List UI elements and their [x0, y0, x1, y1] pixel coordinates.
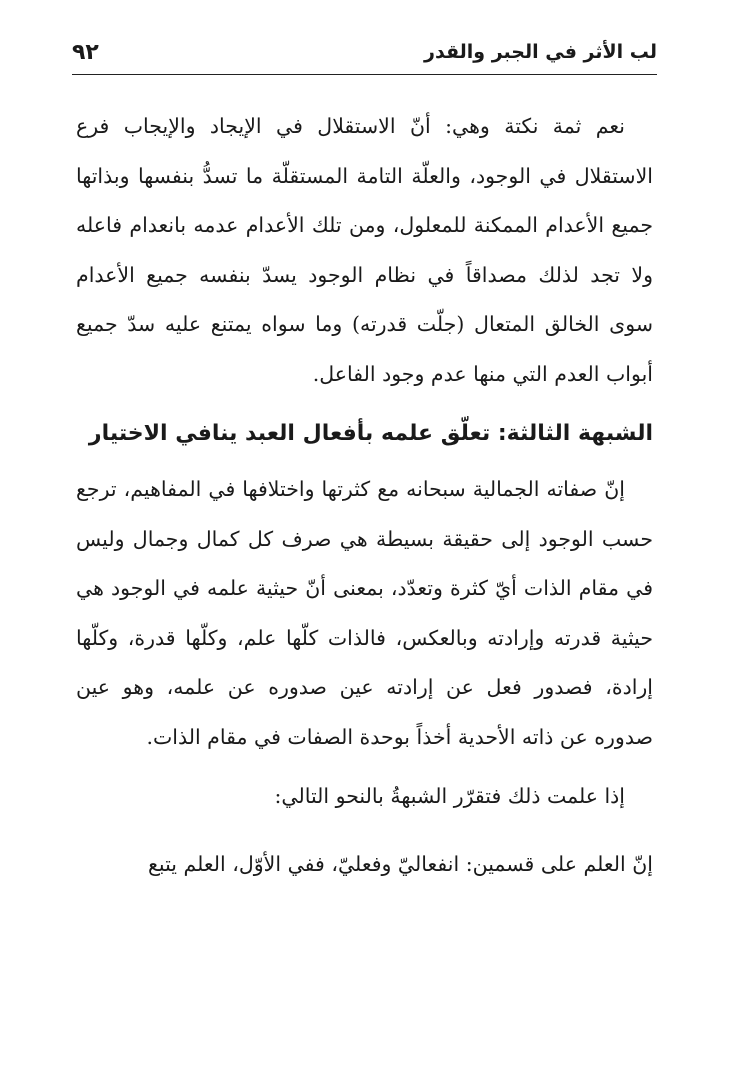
- section-heading: الشبهة الثالثة: تعلّق علمه بأفعال العبد ينافي الاختيار: [88, 421, 653, 446]
- body-text: [76, 102, 653, 889]
- running-title: لب الأثر في الجبر والقدر: [424, 41, 657, 63]
- paragraph: إنّ العلم على قسمين: انفعاليّ وفعليّ، ففي الأوّل، العلم يتبع: [147, 851, 653, 876]
- running-header: [72, 30, 657, 75]
- paragraph: إنّ صفاته الجمالية سبحانه مع كثرتها واختلافها في المفاهيم، ترجع حسب الوجود إلى حقيقة بسيطة هي صرف كل كمال وجمال وليس في مقام الذات أيّ كثرة وتعدّد، بمعنى أنّ حيثية علمه في الوجود هي حيثية قدرته وإرادته وبالعكس، فالذات كلّها علم، وكلّها قدرة، وكلّها إرادة، فصدور فعل عن إرادته عين صدوره عن علمه، وهو عين صدوره عن ذاته الأحدية أخذاً بوحدة الصفات في مقام الذات.: [76, 477, 653, 749]
- paragraph: إذا علمت ذلك فتقرّر الشبهةُ بالنحو التالي:: [274, 784, 625, 808]
- page-number: ٩٢: [72, 39, 99, 65]
- paragraph: نعم ثمة نكتة وهي: أنّ الاستقلال في الإيجاد والإيجاب فرع الاستقلال في الوجود، والعلّة التامة المستقلّة ما تسدُّ بنفسها وبذاتها جميع الأعدام الممكنة للمعلول، ومن تلك الأعدام عدمه بانعدام فاعله ولا تجد لذلك مصداقاً في نظام الوجود يسدّ بنفسه جميع الأعدام سوى الخالق المتعال (جلّت قدرته) وما سواه يمتنع عليه سدّ جميع أبواب العدم التي منها عدم وجود الفاعل.: [76, 114, 653, 386]
